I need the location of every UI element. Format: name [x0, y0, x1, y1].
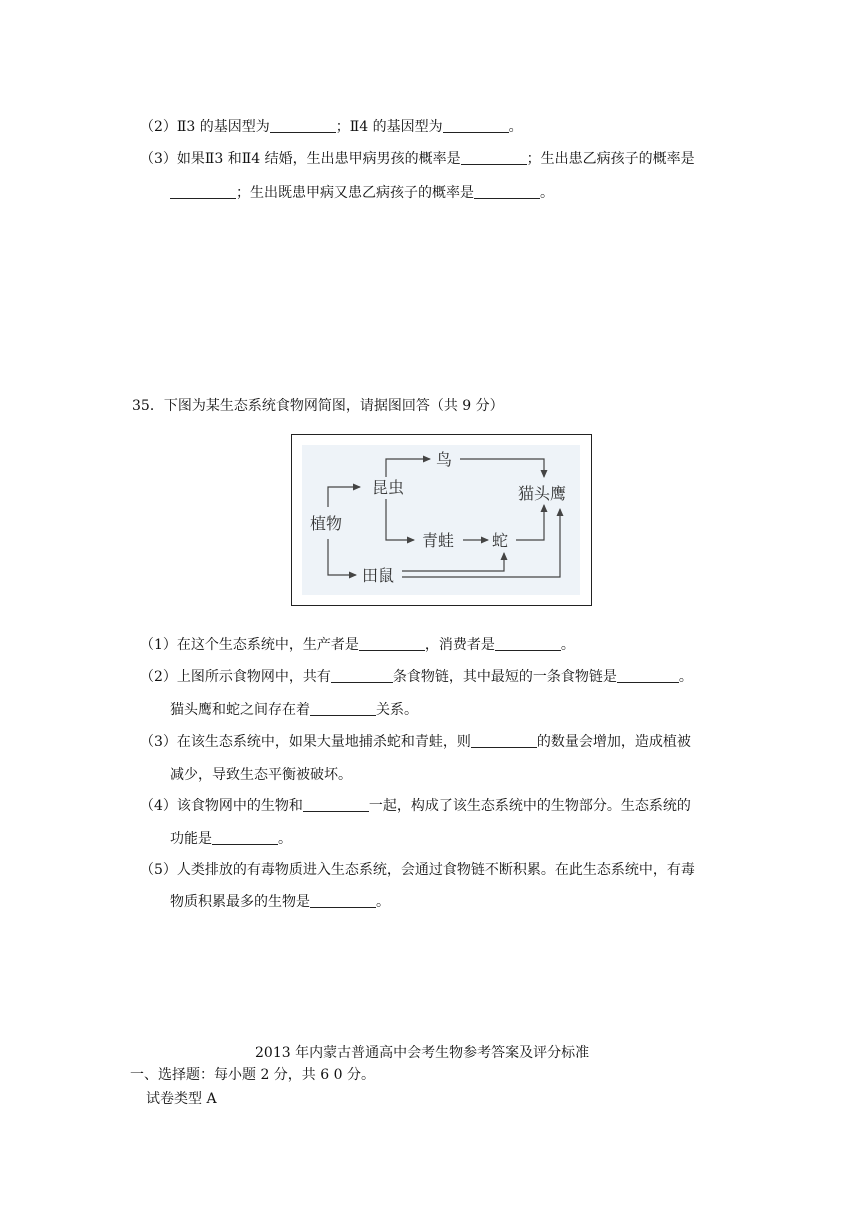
q35-item3-line1	[140, 733, 691, 751]
q35-item3-prefix: （3）在该生态系统中，如果大量地捕杀蛇和青蛙，则	[140, 734, 471, 750]
node-insect: 昆虫	[372, 480, 405, 497]
node-snake: 蛇	[492, 533, 509, 550]
q35-item2-end: 。	[678, 669, 693, 685]
q35-title: 35．下图为某生态系统食物网简图，请据图回答（共 9 分）	[132, 398, 504, 414]
q34-item2-prefix: （2）Ⅱ3 的基因型为	[140, 119, 270, 135]
answer-blank[interactable]	[443, 118, 509, 133]
q35-item2-line2-end: 关系。	[376, 702, 418, 718]
q35-item1	[140, 636, 575, 654]
q34-item3-prefix: （3）如果Ⅱ3 和Ⅱ4 结婚，生出患甲病男孩的概率是	[140, 151, 461, 167]
node-plant: 植物	[310, 516, 343, 533]
answer-blank[interactable]	[310, 893, 376, 908]
q35-item5-line1: （5）人类排放的有毒物质进入生态系统，会通过食物链不断积累。在此生态系统中，有毒	[140, 862, 695, 878]
answer-blank[interactable]	[310, 701, 376, 716]
node-frog: 青蛙	[422, 533, 455, 550]
answer-blank[interactable]	[617, 668, 679, 683]
q35-item2-line2	[170, 701, 418, 719]
q35-item1-end: 。	[560, 637, 575, 653]
answer-blank[interactable]	[359, 636, 425, 651]
q35-item4-line2-prefix: 功能是	[170, 831, 212, 847]
answer-blank[interactable]	[461, 150, 527, 165]
answers-title: 2013 年内蒙古普通高中会考生物参考答案及评分标准	[255, 1045, 590, 1061]
answer-blank[interactable]	[474, 184, 540, 199]
answer-blank[interactable]	[270, 118, 336, 133]
q34-item3-mid: ；生出患乙病孩子的概率是	[526, 151, 695, 167]
q35-item4-line1	[140, 797, 691, 815]
node-bird: 鸟	[436, 452, 453, 469]
answer-blank[interactable]	[303, 797, 369, 812]
q35-item2-line2-prefix: 猫头鹰和蛇之间存在着	[170, 702, 310, 718]
q35-item4-line2-end: 。	[278, 831, 292, 847]
q34-item3-line2-end: 。	[540, 185, 554, 201]
q35-item1-mid: ，消费者是	[424, 637, 495, 653]
q35-item4-line2	[170, 830, 292, 848]
q35-item2-mid: 条食物链，其中最短的一条食物链是	[392, 669, 617, 685]
q35-item5-line2-prefix: 物质积累最多的生物是	[170, 894, 310, 910]
q34-item2-mid: ；Ⅱ4 的基因型为	[335, 119, 443, 135]
q35-item2-line1	[140, 668, 693, 686]
q34-item3-line2	[170, 184, 554, 202]
q35-item3-end: 的数量会增加，造成植被	[536, 734, 691, 750]
q35-item4-prefix: （4）该食物网中的生物和	[140, 798, 303, 814]
answers-paper-type: 试卷类型 A	[146, 1091, 217, 1107]
q35-item1-prefix: （1）在这个生态系统中，生产者是	[140, 637, 359, 653]
node-mouse: 田鼠	[362, 568, 395, 585]
answer-blank[interactable]	[471, 733, 537, 748]
q35-item5-line2	[170, 893, 390, 911]
q34-item3-line1	[140, 150, 695, 168]
q35-item5-line2-end: 。	[376, 894, 390, 910]
answer-blank[interactable]	[495, 636, 561, 651]
q35-item2-prefix: （2）上图所示食物网中，共有	[140, 669, 331, 685]
answer-blank[interactable]	[170, 184, 236, 199]
answers-section1: 一、选择题：每小题 2 分，共 6 0 分。	[130, 1067, 375, 1083]
q34-item3-line2-mid: ；生出既患甲病又患乙病孩子的概率是	[236, 185, 474, 201]
q34-item2	[140, 118, 523, 136]
answer-blank[interactable]	[331, 668, 393, 683]
food-web-diagram	[292, 435, 591, 605]
node-owl: 猫头鹰	[518, 486, 567, 503]
answer-blank[interactable]	[212, 830, 278, 845]
q35-item3-line2: 减少，导致生态平衡被破坏。	[170, 767, 352, 783]
q34-item2-end: 。	[508, 119, 523, 135]
food-web-figure	[291, 434, 592, 606]
q35-item4-end: 一起，构成了该生态系统中的生物部分。生态系统的	[368, 798, 691, 814]
